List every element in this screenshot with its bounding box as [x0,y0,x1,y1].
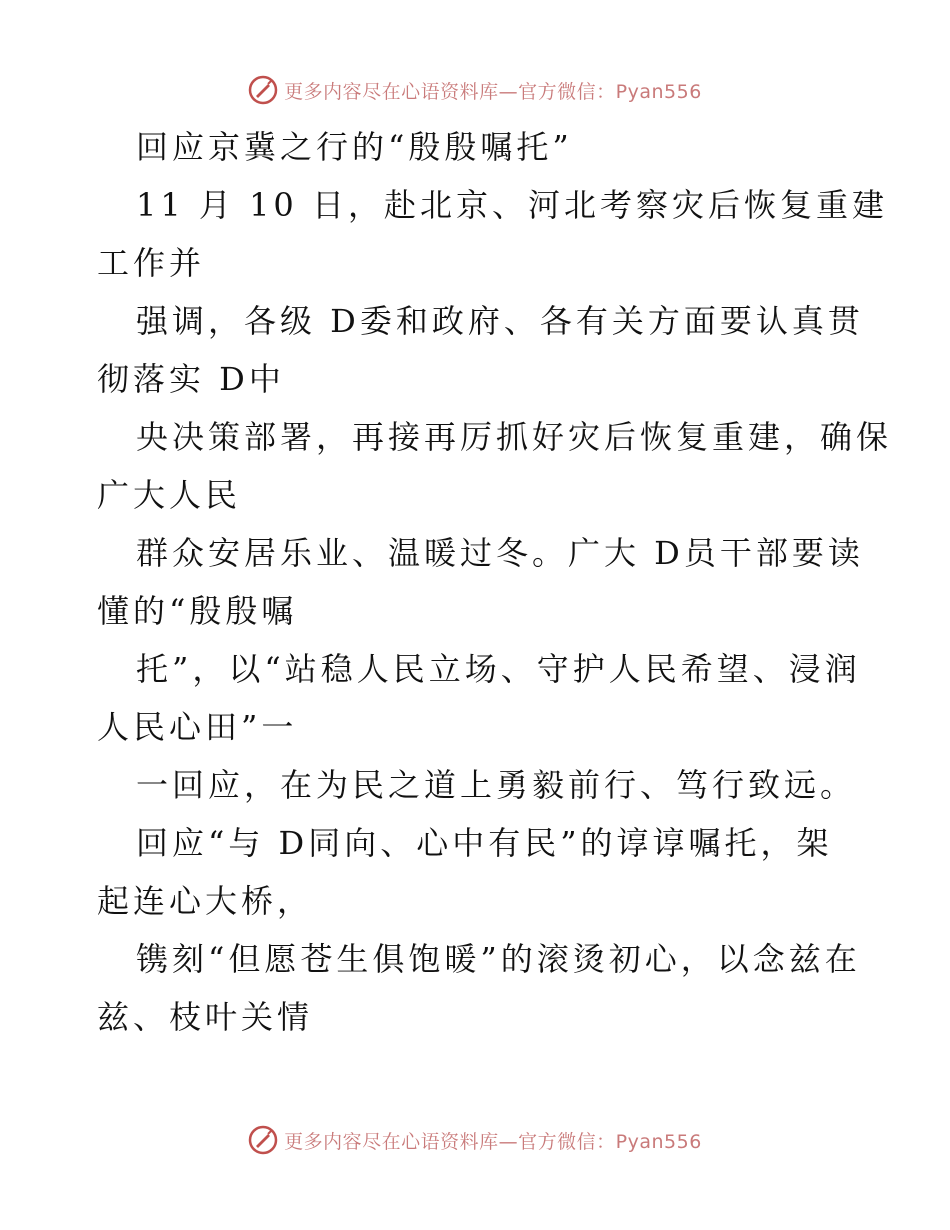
text-line: 工作并 [97,244,206,282]
text-line: 群众安居乐业、温暖过冬。广大 D员干部要读 [136,534,864,572]
text-line: 兹、枝叶关情 [97,998,314,1036]
quill-circle-icon [248,1125,278,1155]
text-line: 回应京冀之行的“殷殷嘱托” [136,128,573,166]
text-line: 广大人民 [97,476,242,514]
text-line: 11 月 10 日，赴北京、河北考察灾后恢复重建 [136,186,888,224]
header-watermark [0,73,950,107]
text-line: 懂的“殷殷嘱 [97,592,298,630]
text-line: 镌刻“但愿苍生俱饱暖”的滚烫初心，以念兹在 [136,940,861,978]
text-line: 彻落实 D中 [97,360,285,398]
quill-circle-icon [248,75,278,105]
text-line: 央决策部署，再接再厉抓好灾后恢复重建，确保 [136,418,893,456]
watermark-text: 更多内容尽在心语资料库—官方微信：Pyan556 [284,1130,702,1153]
text-line: 一回应，在为民之道上勇毅前行、笃行致远。 [136,766,857,804]
text-line: 人民心田”一 [97,708,298,746]
text-line: 托”，以“站稳人民立场、守护人民希望、浸润 [136,650,861,688]
watermark-text: 更多内容尽在心语资料库—官方微信：Pyan556 [284,80,702,103]
text-line: 回应“与 D同向、心中有民”的谆谆嘱托，架 [136,824,833,862]
text-line: 起连心大桥， [97,882,314,920]
footer-watermark [0,1123,950,1157]
text-line: 强调，各级 D委和政府、各有关方面要认真贯 [136,302,864,340]
